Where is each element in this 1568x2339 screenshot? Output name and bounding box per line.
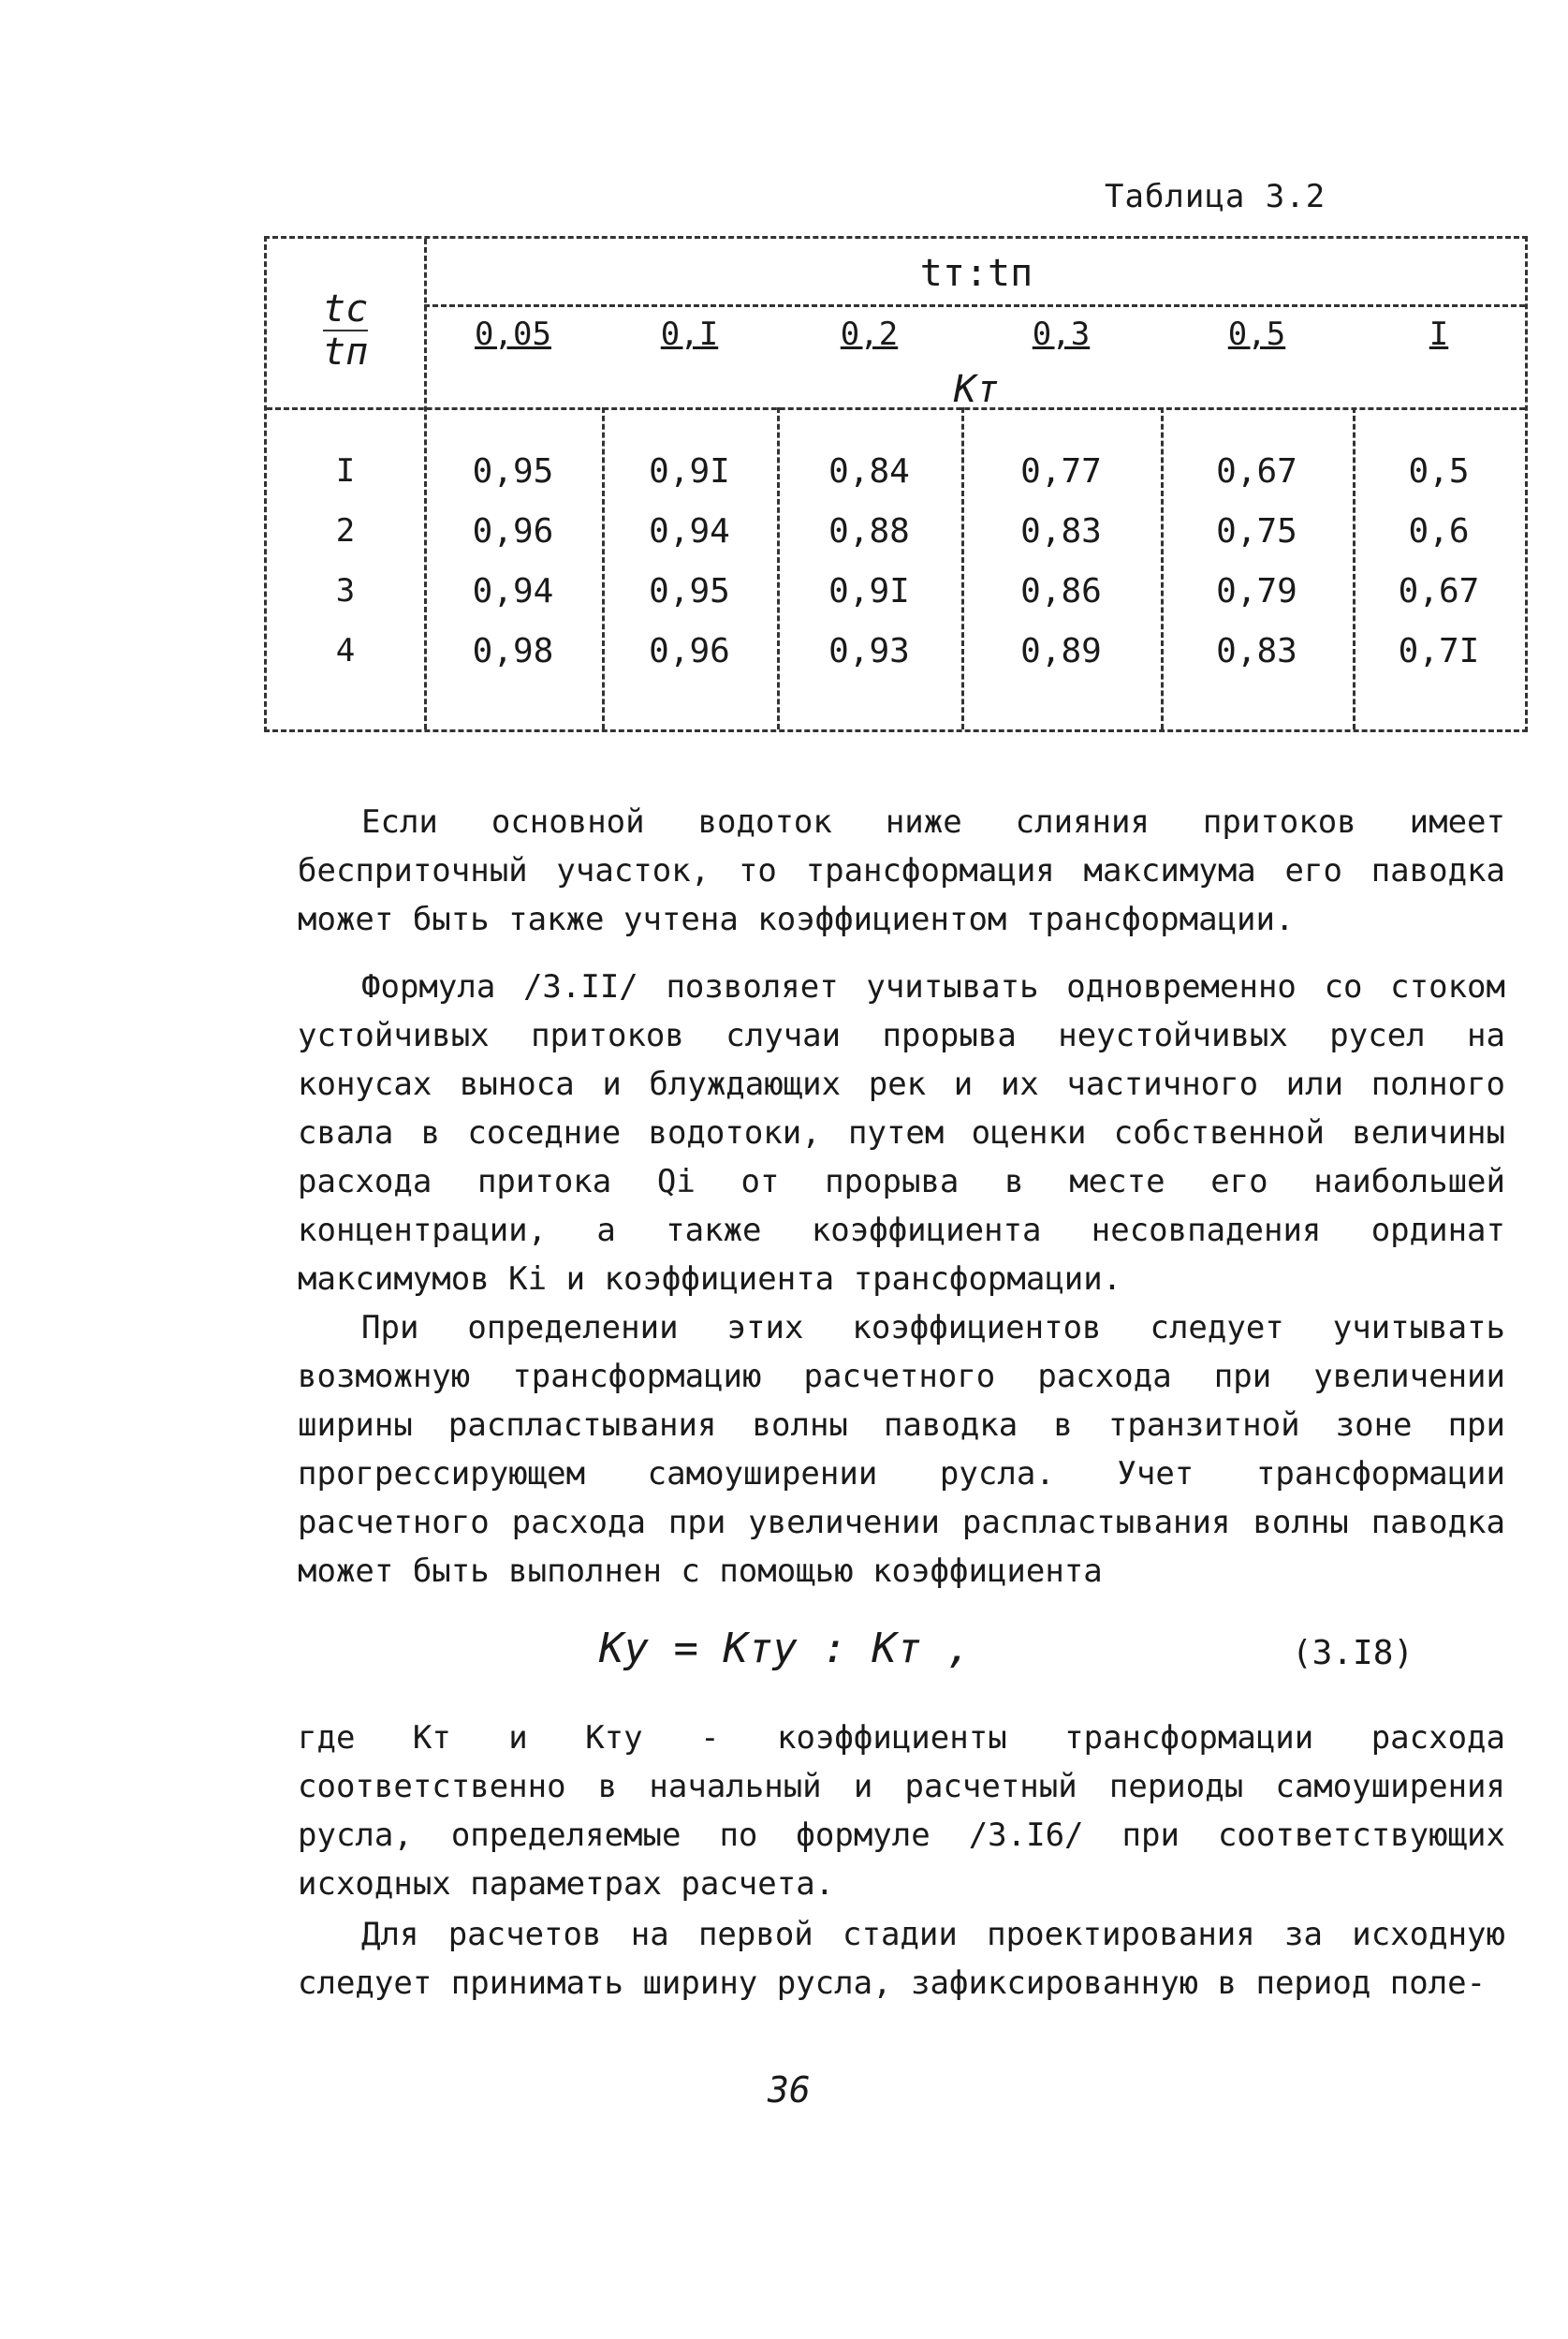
table-cell: 0,98 — [472, 632, 554, 670]
table-cell: 0,86 — [1020, 572, 1102, 610]
column-header: 0,5 — [1227, 316, 1286, 353]
formula: Ky = Kту : Kт , — [599, 1625, 972, 1672]
table-cell: 0,95 — [649, 572, 730, 610]
column-header: 0,I — [660, 316, 719, 353]
table-cell: 0,67 — [1216, 452, 1297, 491]
data-table — [264, 236, 1528, 732]
table-divider — [424, 304, 1525, 307]
table-cell: 0,7I — [1398, 632, 1480, 670]
table-cell: 0,9I — [828, 572, 910, 610]
header-ratio: tт:tп — [919, 252, 1033, 295]
corner-label — [323, 287, 369, 374]
header-k: Kт — [953, 368, 1000, 411]
column-header: I — [1429, 316, 1449, 353]
paragraph: Если основной водоток ниже слияния притоков имеет бесприточный участок, то трансформация максимума его паводка может быть также учтена коэффициентом трансформации. — [298, 803, 1505, 938]
column-header: 0,3 — [1032, 316, 1091, 353]
formula-number: (3.I8) — [1292, 1634, 1414, 1672]
table-cell: 0,94 — [472, 572, 554, 610]
row-label: I — [335, 452, 356, 490]
table-cell: 0,95 — [472, 452, 554, 491]
row-label: 3 — [335, 572, 356, 610]
table-cell: 0,83 — [1020, 512, 1102, 551]
table-cell: 0,83 — [1216, 632, 1297, 670]
corner-label-top: tc — [323, 287, 369, 331]
column-header: 0,05 — [475, 316, 551, 353]
table-cell: 0,84 — [828, 452, 910, 491]
table-cell: 0,75 — [1216, 512, 1297, 551]
table-cell: 0,9I — [649, 452, 730, 491]
table-cell: 0,6 — [1408, 512, 1470, 551]
row-label: 2 — [335, 512, 356, 550]
table-cell: 0,67 — [1398, 572, 1480, 610]
table-cell: 0,5 — [1408, 452, 1470, 491]
table-cell: 0,96 — [649, 632, 730, 670]
table-caption: Таблица 3.2 — [1105, 178, 1326, 215]
page-number: 36 — [768, 2069, 811, 2111]
table-cell: 0,94 — [649, 512, 730, 551]
table-cell: 0,79 — [1216, 572, 1297, 610]
paragraph: При определении этих коэффициентов следует учитывать возможную трансформацию расчетного расхода при увеличении ширины распластывания волны паводка в транзитной зоне при прогрессирующем самоуширении русла. Учет трансформации расчетного расхода при увеличении распластывания волны паводка может быть выполнен с помощью коэффициента — [298, 1309, 1505, 1590]
table-cell: 0,77 — [1020, 452, 1102, 491]
paragraph: Формула /3.II/ позволяет учитывать одновременно со стоком устойчивых притоков случаи прорыва неустойчивых русел на конусах выноса и блуждающих рек и их частичного или полного свала в соседние водотоки, путем оценки собственной величины расхода притока Qi от прорыва в месте его наибольшей концентрации, а также коэффициента несовпадения ординат максимумов Ki и коэффициента трансформации. — [298, 968, 1505, 1298]
paragraph: Для расчетов на первой стадии проектирования за исходную следует принимать ширину русла, зафиксированную в период поле- — [298, 1916, 1505, 2002]
column-header: 0,2 — [840, 316, 899, 353]
table-cell: 0,89 — [1020, 632, 1102, 670]
table-cell: 0,88 — [828, 512, 910, 551]
table-cell: 0,93 — [828, 632, 910, 670]
paragraph: где Kт и Kту - коэффициенты трансформации расхода соответственно в начальный и расчетный периоды самоуширения русла, определяемые по формуле /3.I6/ при соответствующих исходных параметрах расчета. — [298, 1719, 1505, 1903]
row-label: 4 — [335, 632, 356, 669]
table-cell: 0,96 — [472, 512, 554, 551]
corner-label-bottom: tп — [323, 331, 369, 374]
